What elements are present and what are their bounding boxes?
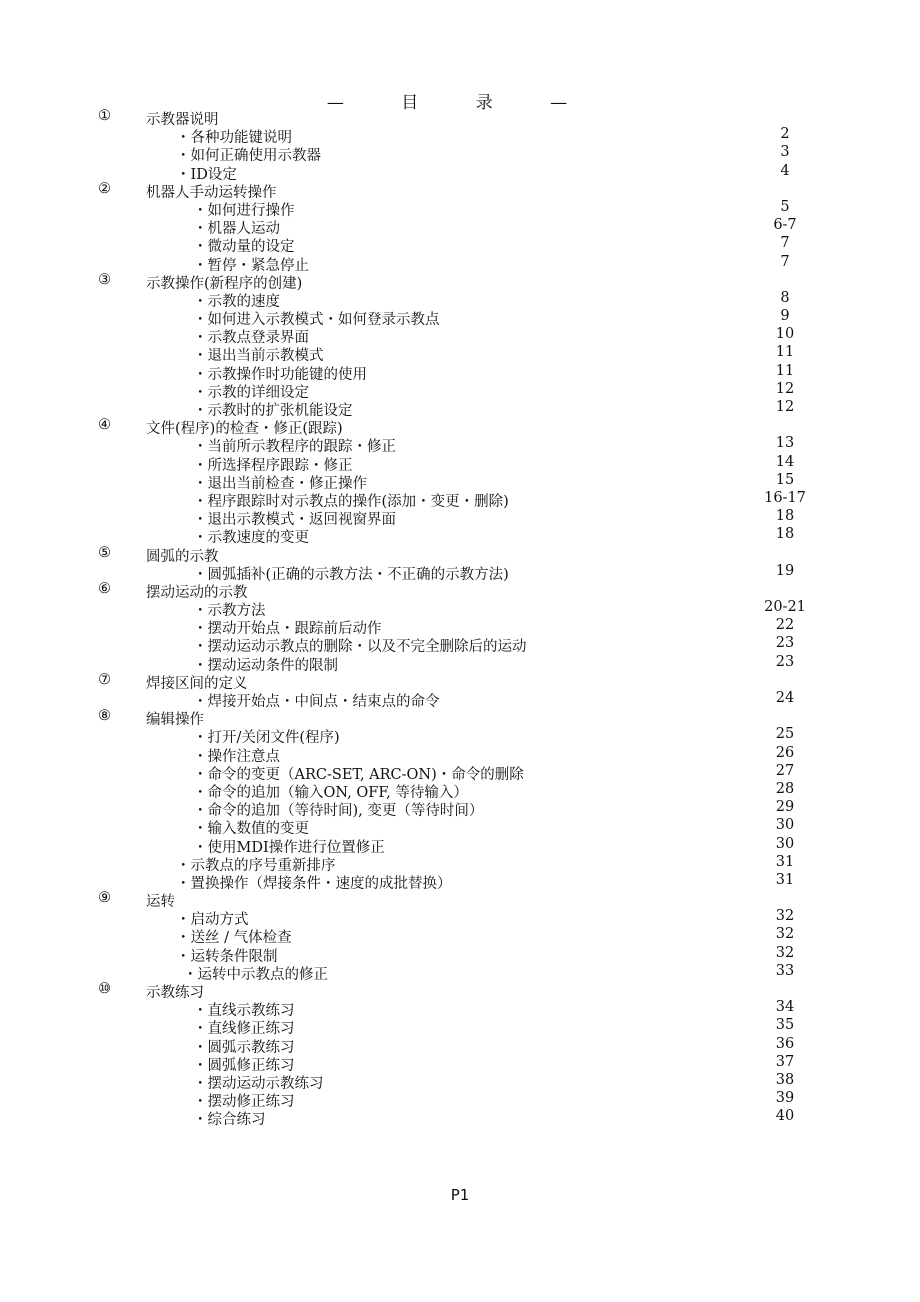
entry-page-number: 15 [775, 471, 795, 488]
toc-entry [0, 836, 920, 854]
toc-entry [0, 326, 920, 347]
toc-entry [0, 635, 920, 656]
entry-title: ・示教的详细设定 [193, 384, 309, 401]
entry-title: ・暂停・紧急停止 [193, 257, 309, 274]
toc-section [0, 672, 920, 690]
toc-entry [0, 781, 920, 799]
entry-page-number: 32 [775, 908, 795, 925]
entry-title: ・示教点登录界面 [193, 330, 309, 347]
toc-entry [0, 163, 920, 181]
entry-title: ・ID设定 [176, 166, 237, 183]
section-title: 焊接区间的定义 [146, 675, 248, 692]
table-of-contents [0, 108, 920, 1127]
entry-page-number: 16-17 [764, 489, 806, 506]
toc-entry [0, 1017, 920, 1038]
toc-section [0, 181, 920, 199]
toc-entry [0, 1072, 920, 1090]
entry-page-number: 6-7 [773, 217, 797, 234]
entry-page-number: 32 [775, 926, 795, 943]
section-title: 示教练习 [146, 985, 204, 1001]
entry-page-number: 30 [775, 835, 795, 852]
entry-page-number: 22 [775, 617, 795, 634]
entry-page-number: 35 [775, 1017, 795, 1034]
toc-entry [0, 435, 920, 456]
section-title: 机器人手动运转操作 [146, 184, 277, 201]
toc-entry [0, 908, 920, 929]
entry-page-number: 29 [775, 799, 795, 816]
entry-page-number: 33 [775, 962, 795, 979]
toc-section [0, 581, 920, 599]
toc-section [0, 708, 920, 729]
section-number: ⑩ [98, 981, 111, 997]
entry-page-number: 8 [780, 289, 790, 306]
entry-page-number: 9 [780, 308, 790, 325]
section-number: ① [98, 108, 111, 124]
toc-entry [0, 963, 920, 981]
entry-title: ・摆动开始点・跟踪前后动作 [193, 621, 382, 638]
entry-title: ・示教点的序号重新排序 [176, 857, 336, 874]
entry-page-number: 7 [780, 253, 790, 270]
entry-title: ・示教速度的变更 [193, 530, 309, 547]
toc-section [0, 890, 920, 911]
entry-title: ・直线示教练习 [193, 1003, 295, 1020]
toc-entry [0, 945, 920, 963]
toc-entry [0, 490, 920, 508]
entry-title: ・打开/关闭文件(程序) [193, 730, 340, 747]
entry-title: ・所选择程序跟踪・修正 [193, 457, 353, 474]
entry-page-number: 36 [775, 1035, 795, 1052]
section-number: ⑥ [98, 580, 111, 597]
toc-entry [0, 872, 920, 890]
entry-page-number: 11 [775, 344, 795, 361]
toc-entry [0, 344, 920, 365]
toc-entry [0, 254, 920, 272]
entry-title: ・命令的变更（ARC-SET, ARC-ON)・命令的删除 [193, 766, 524, 783]
entry-title: ・机器人运动 [193, 221, 280, 238]
entry-page-number: 23 [775, 635, 795, 652]
entry-title: ・运转条件限制 [176, 948, 278, 965]
toc-entry [0, 763, 920, 781]
entry-page-number: 30 [775, 817, 795, 834]
entry-page-number: 38 [775, 1071, 795, 1088]
entry-title: ・当前所示教程序的跟踪・修正 [193, 439, 396, 456]
entry-page-number: 28 [775, 780, 795, 797]
toc-entry [0, 199, 920, 217]
toc-entry [0, 999, 920, 1020]
entry-page-number: 20-21 [764, 599, 806, 616]
entry-title: ・命令的追加（输入ON, OFF, 等待输入） [193, 784, 468, 801]
section-title: 示教操作(新程序的创建) [146, 275, 303, 292]
entry-page-number: 39 [775, 1090, 795, 1107]
section-number: ⑧ [98, 708, 111, 725]
entry-page-number: 14 [775, 453, 795, 470]
entry-page-number: 24 [775, 690, 795, 706]
entry-title: ・如何进入示教模式・如何登录示教点 [193, 312, 440, 329]
toc-entry [0, 617, 920, 638]
entry-title: ・启动方式 [176, 912, 249, 929]
toc-entry [0, 563, 920, 581]
entry-title: ・使用MDI操作进行位置修正 [193, 839, 385, 856]
toc-entry [0, 854, 920, 872]
section-number: ④ [98, 417, 111, 434]
entry-title: ・示教方法 [193, 603, 266, 620]
entry-page-number: 12 [775, 380, 795, 397]
toc-entry [0, 926, 920, 947]
entry-title: ・输入数值的变更 [193, 821, 309, 838]
page-number: P1 [450, 1186, 470, 1204]
toc-entry [0, 1054, 920, 1072]
toc-entry [0, 381, 920, 399]
toc-section [0, 108, 920, 126]
entry-title: ・命令的追加（等待时间), 变更（等待时间） [193, 803, 484, 820]
entry-page-number: 37 [775, 1053, 795, 1070]
entry-title: ・示教操作时功能键的使用 [193, 366, 367, 383]
entry-title: ・综合练习 [193, 1112, 266, 1129]
entry-title: ・圆弧插补(正确的示教方法・不正确的示教方法) [193, 566, 509, 583]
toc-section [0, 272, 920, 290]
entry-page-number: 26 [775, 744, 795, 761]
entry-page-number: 40 [775, 1108, 795, 1125]
entry-page-number: 10 [775, 326, 795, 343]
entry-page-number: 34 [775, 999, 795, 1016]
toc-entry [0, 526, 920, 547]
section-title: 文件(程序)的检查・修正(跟踪) [146, 421, 343, 438]
toc-entry [0, 363, 920, 381]
entry-page-number: 31 [775, 853, 795, 870]
toc-entry [0, 799, 920, 820]
toc-entry [0, 472, 920, 490]
entry-title: ・置换操作（焊接条件・速度的成批替换） [176, 875, 452, 892]
entry-title: ・圆弧示教练习 [193, 1039, 295, 1056]
entry-title: ・示教时的扩张机能设定 [193, 403, 353, 419]
toc-title: — 目 录 — [326, 93, 594, 113]
toc-entry [0, 454, 920, 472]
entry-title: ・操作注意点 [193, 748, 280, 765]
entry-title: ・示教的速度 [193, 293, 280, 310]
entry-page-number: 4 [780, 162, 790, 179]
entry-page-number: 7 [780, 235, 790, 252]
entry-page-number: 13 [775, 435, 795, 452]
toc-entry [0, 654, 920, 672]
toc-entry [0, 817, 920, 838]
toc-entry [0, 290, 920, 308]
entry-page-number: 27 [775, 762, 795, 779]
toc-entry [0, 508, 920, 529]
section-title: 示教器说明 [146, 112, 219, 128]
entry-page-number: 23 [775, 653, 795, 670]
toc-entry [0, 126, 920, 147]
entry-page-number: 32 [775, 944, 795, 961]
entry-page-number: 19 [775, 562, 795, 579]
toc-entry [0, 399, 920, 417]
entry-title: ・摆动运动条件的限制 [193, 657, 338, 674]
entry-title: ・摆动运动示教练习 [193, 1075, 324, 1092]
entry-title: ・退出示教模式・返回视窗界面 [193, 512, 396, 529]
section-title: 运转 [146, 894, 175, 911]
entry-page-number: 25 [775, 726, 795, 743]
entry-page-number: 3 [780, 144, 790, 161]
entry-title: ・微动量的设定 [193, 239, 295, 256]
toc-section [0, 417, 920, 438]
section-number: ③ [98, 271, 111, 288]
toc-entry [0, 1036, 920, 1054]
section-number: ⑨ [98, 890, 111, 907]
entry-title: ・退出当前示教模式 [193, 348, 324, 365]
entry-title: ・圆弧修正练习 [193, 1057, 295, 1074]
entry-title: ・运转中示教点的修正 [183, 966, 328, 983]
toc-entry [0, 217, 920, 238]
toc-entry [0, 144, 920, 165]
toc-entry [0, 1108, 920, 1129]
entry-title: ・如何正确使用示教器 [176, 148, 321, 165]
toc-entry [0, 690, 920, 708]
entry-title: ・各种功能键说明 [176, 130, 292, 147]
entry-page-number: 5 [780, 198, 790, 215]
section-number: ⑦ [98, 671, 111, 688]
entry-page-number: 2 [780, 126, 790, 143]
entry-title: ・摆动运动示教点的删除・以及不完全删除后的运动 [193, 639, 527, 656]
entry-title: ・退出当前检查・修正操作 [193, 475, 367, 492]
toc-section [0, 545, 920, 563]
toc-entry [0, 726, 920, 747]
entry-title: ・直线修正练习 [193, 1021, 295, 1038]
section-number: ② [98, 180, 111, 197]
entry-title: ・程序跟踪时对示教点的操作(添加・变更・删除) [193, 493, 509, 510]
section-title: 编辑操作 [146, 712, 204, 729]
section-title: 摆动运动的示教 [146, 584, 248, 601]
entry-page-number: 18 [775, 508, 795, 525]
entry-title: ・送丝 / 气体检查 [176, 930, 292, 947]
entry-page-number: 18 [775, 526, 795, 543]
toc-entry [0, 235, 920, 256]
entry-title: ・摆动修正练习 [193, 1094, 295, 1111]
entry-title: ・焊接开始点・中间点・结束点的命令 [193, 694, 440, 710]
toc-section [0, 981, 920, 999]
toc-entry [0, 1090, 920, 1111]
entry-page-number: 11 [775, 362, 795, 379]
entry-page-number: 31 [775, 871, 795, 888]
toc-entry [0, 745, 920, 763]
toc-entry [0, 599, 920, 620]
entry-title: ・如何进行操作 [193, 202, 295, 219]
section-title: 圆弧的示教 [146, 548, 219, 565]
toc-entry [0, 308, 920, 329]
section-number: ⑤ [98, 544, 111, 561]
entry-page-number: 12 [775, 399, 795, 415]
